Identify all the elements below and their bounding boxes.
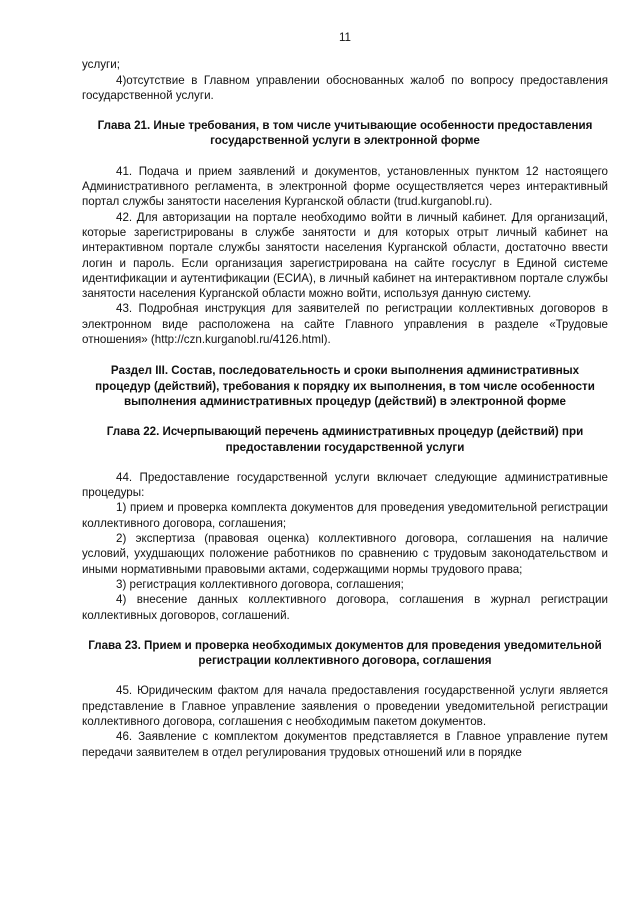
page-number: 11 [338, 31, 352, 44]
procedure-item-1: 1) прием и проверка комплекта документов для проведения уведомительной регистрации коллективного договора, соглашения; [82, 501, 608, 530]
paragraph-44: 44. Предоставление государственной услуги включает следующие административные процедуры: [82, 470, 608, 500]
chapter-21-heading: Глава 21. Иные требования, в том числе учитывающие особенности предоставления государственной услуги в электронной форме [97, 119, 593, 148]
paragraph-43: 43. Подробная инструкция для заявителей по регистрации коллективных договоров в электронном виде расположена на сайте Главного управления в разделе «Трудовые отношения» (http://czn.kurganobl.ru/4126.html). [82, 302, 608, 347]
chapter-23-heading: Глава 23. Прием и проверка необходимых документов для проведения уведомительной регистрации коллективного договора, соглашения [88, 638, 602, 668]
procedure-item-2: 2) экспертиза (правовая оценка) коллективного договора, соглашения на наличие условий, ухудшающих положение работников по сравнению с трудовым законодательством и иными нормативными правовыми актами, содержащими нормы трудового права; [82, 532, 608, 576]
procedure-item-3: 3) регистрация коллективного договора, соглашения; [116, 577, 404, 591]
procedure-item-4: 4) внесение данных коллективного договора, соглашения в журнал регистрации коллективных договоров, соглашений. [82, 593, 608, 622]
paragraph-42: 42. Для авторизации на портале необходимо войти в личный кабинет. Для организаций, которые зарегистрированы в службе занятости и для которых отрыт личный кабинет на интерактивном портале службы занятости населения Курганской области, достаточно ввести логин и пароль. Если организация зарегистрирована на сайте госуслуг в Единой системе идентификации и аутентификации (ЕСИА), в личный кабинет на интерактивном портале службы занятости населения Курганской области можно войти, используя данную систему. [82, 210, 608, 301]
chapter-22-heading: Глава 22. Исчерпывающий перечень административных процедур (действий) при предоставлении государственной услуги [106, 425, 584, 454]
paragraph-41: 41. Подача и прием заявлений и документов, установленных пунктом 12 настоящего Административного регламента, в электронной форме осуществляется через интерактивный портал службы занятости населения Курганской области (trud.kurganobl.ru). [82, 164, 608, 209]
paragraph-46: 46. Заявление с комплектом документов представляется в Главное управление путем передачи заявителем в отдел регулирования трудовых отношений или в порядке [82, 730, 608, 759]
paragraph-45: 45. Юридическим фактом для начала предоставления государственной услуги является представление в Главное управление заявления о проведении уведомительной регистрации коллективного договора, соглашения с необходимым пакетом документов. [82, 684, 608, 728]
section-3-heading: Раздел III. Состав, последовательность и сроки выполнения административных процедур (действий), требования к порядку их выполнения, в том числе особенности выполнения административных процедур (действий) в электронной форме [95, 364, 595, 408]
continuation-line: услуги; [82, 58, 120, 72]
continuation-item-4: 4)отсутствие в Главном управлении обоснованных жалоб по вопросу предоставления государственной услуги. [82, 73, 608, 102]
